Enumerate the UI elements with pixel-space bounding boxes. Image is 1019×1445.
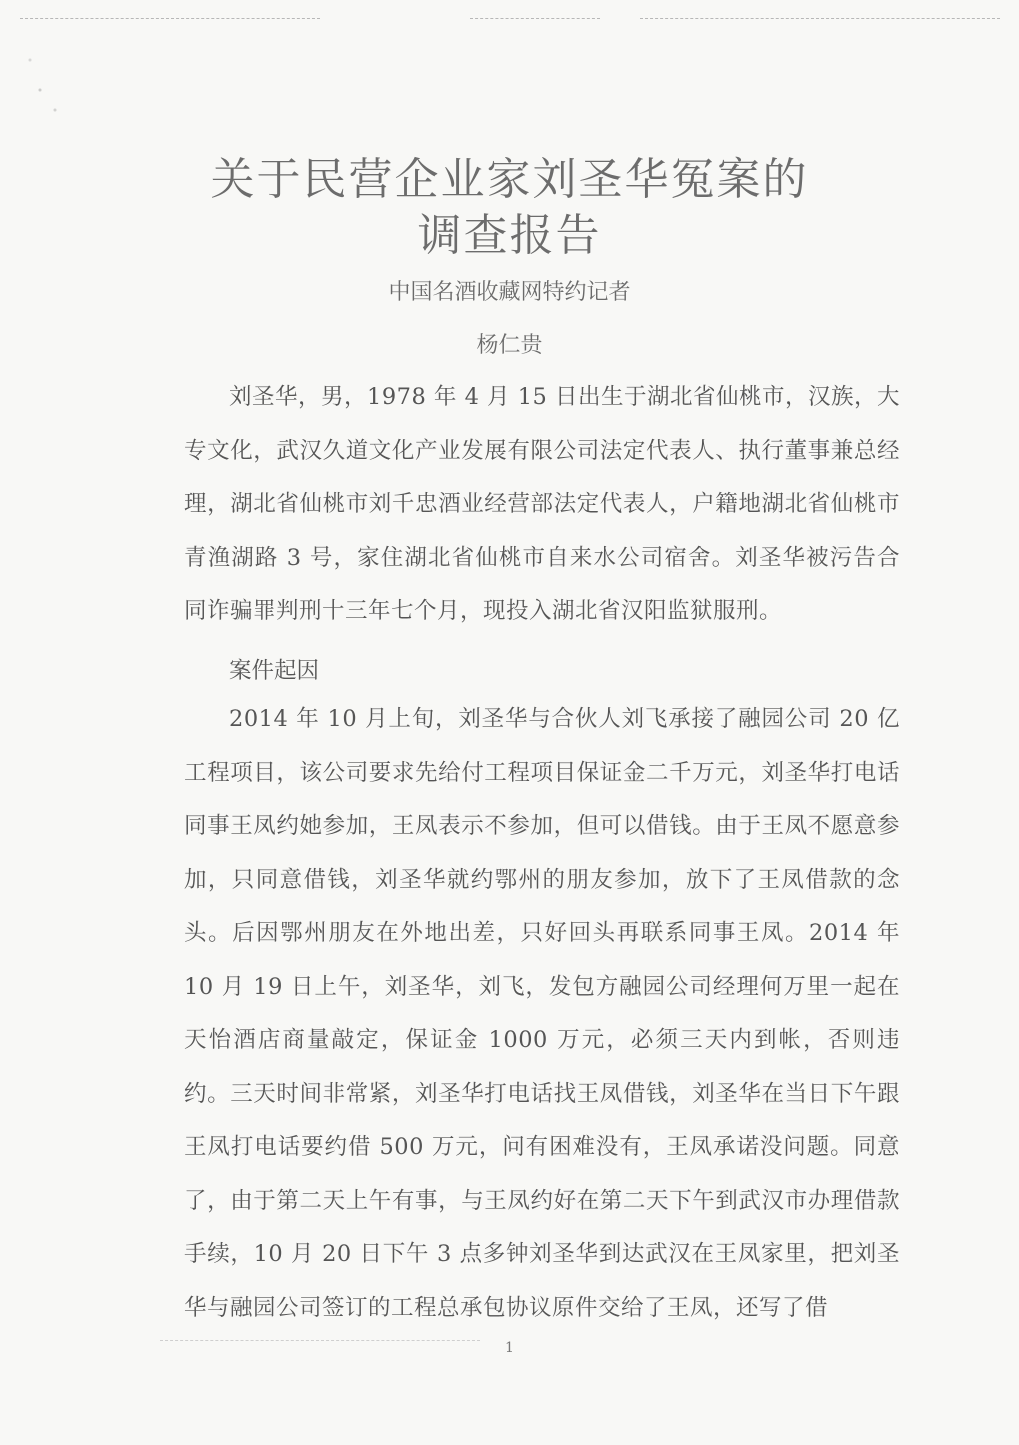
top-divider-right (640, 18, 1000, 19)
section-heading: 案件起因 (229, 658, 320, 684)
page-number: 1 (505, 1340, 514, 1356)
document-title-line-2: 调查报告 (417, 210, 602, 261)
top-divider-center (470, 18, 600, 19)
body-paragraph-background: 刘圣华，男，1978 年 4 月 15 日出生于湖北省仙桃市，汉族，大专文化，武汉久道文化产业发展有限公司法定代表人、执行董事兼总经理，湖北省仙桃市刘千忠酒业经营部法定代表人，户籍地湖北省仙桃市青渔湖路 3 号，家住湖北省仙桃市自来水公司宿舍。刘圣华被污告合同诈骗罪判刑十三年七个月，现投入湖北省汉阳监狱服刑。 (184, 384, 900, 624)
top-divider-left (20, 18, 320, 19)
body-paragraph-case-origin: 2014 年 10 月上旬，刘圣华与合伙人刘飞承接了融园公司 20 亿工程项目，该公司要求先给付工程项目保证金二千万元，刘圣华打电话同事王凤约她参加，王凤表示不参加，但可以借钱。由于王凤不愿意参加，只同意借钱，刘圣华就约鄂州的朋友参加，放下了王凤借款的念头。后因鄂州朋友在外地出差，只好回头再联系同事王凤。2014 年 10 月 19 日上午，刘圣华，刘飞，发包方融园公司经理何万里一起在天怡酒店商量敲定，保证金 1000 万元，必须三天内到帐，否则违约。三天时间非常紧，刘圣华打电话找王凤借钱，刘圣华在当日下午跟王凤打电话要约借 500 万元，问有困难没有，王凤承诺没问题。同意了，由于第二天上午有事，与王凤约好在第二天下午到武汉市办理借款手续，10 月 20 日下午 3 点多钟刘圣华到达武汉在王凤家里，把刘圣华与融园公司签订的工程总承包协议原件交给了王凤，还写了借 (184, 706, 900, 1321)
reporter-credit: 中国名酒收藏网特约记者 (388, 280, 631, 305)
author-name: 杨仁贵 (476, 333, 543, 358)
document-title-line-1: 关于民营企业家刘圣华冤案的 (210, 154, 809, 205)
